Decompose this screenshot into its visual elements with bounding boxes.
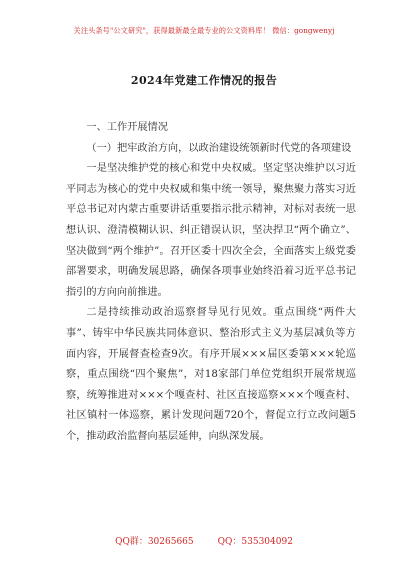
document-body [66,118,356,448]
header-banner: 关注头条号"公文研究"，获得最新最全最专业的公文资料库！ 微信：gongwenyj [73,26,335,35]
footer-qq: QQ：535304092 [217,537,293,547]
paragraph-1: 一是坚决维护党的核心和党中央权威。坚定坚决维护以习近平同志为核心的党中央权威和集中统一领导，聚焦聚力落实习近平总书记对内蒙古重要讲话重要指示批示精神，对标对表统一思想认识、澄清模糊认识、纠正错误认识，坚决捍卫“两个确立”、坚决做到“两个维护”。召开区委十四次全会，全面落实上级党委部署要求，明确发展思路，确保各项事业始终沿着习近平总书记指引的方向向前推进。 [66,163,356,298]
footer-qq-group: QQ群：30265665 [115,537,194,547]
footer-contact [0,534,408,547]
document-title: 2024年党建工作情况的报告 [130,74,278,87]
paragraph-2: 二是持续推动政治巡察督导见行见效。重点围绕“两件大事”、铸牢中华民族共同体意识、整治形式主义为基层减负等方面内容，开展督查检查9次。有序开展×××届区委第×××轮巡察，重点围绕“四个聚焦”，对18家部门单位党组织开展常规巡察，统筹推进对×××个嘎查村、社区直接巡察×××个嘎查村、社区镇村一体巡察，累计发现问题720个，督促立行立改问题5个，推动政治监督向基层延伸，向纵深发展。 [66,307,356,442]
subheading: （一）把牢政治方向，以政治建设统领新时代党的各项建设 [86,142,352,154]
section-heading: 一、工作开展情况 [86,122,168,133]
